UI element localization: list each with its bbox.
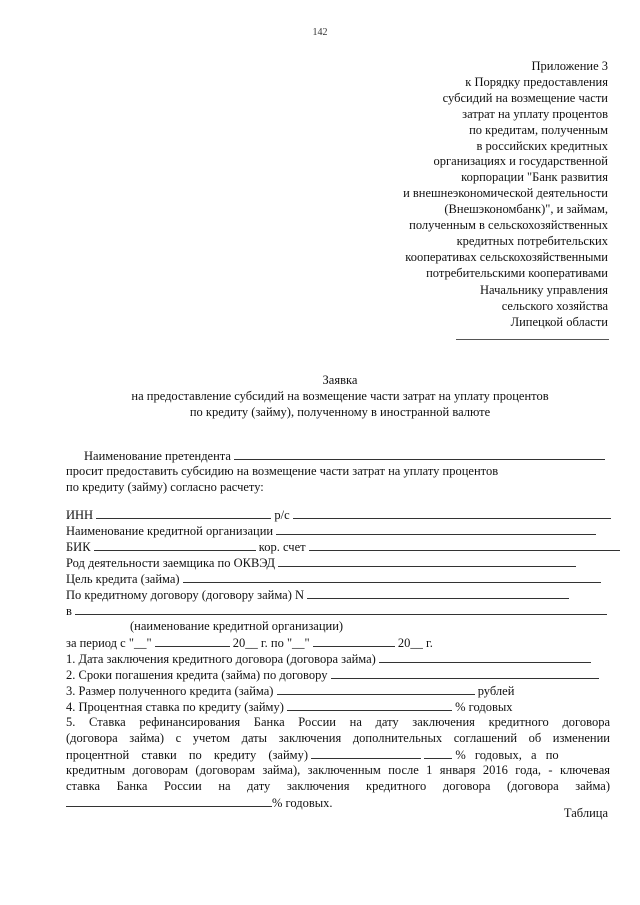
activity-label: Род деятельности заемщика по ОКВЭД (66, 556, 276, 570)
item-2-row (66, 666, 599, 682)
item-1-label: 1. Дата заключения кредитного договора (договора займа) (66, 652, 376, 666)
key-rate-field[interactable] (66, 794, 272, 807)
item-3-label: 3. Размер полученного кредита (займа) (66, 684, 274, 698)
credit-org-row (66, 522, 596, 538)
key-rate-row (66, 794, 333, 810)
inn-field[interactable] (96, 506, 271, 519)
bik-field[interactable] (94, 538, 256, 551)
credit-org-field[interactable] (276, 522, 596, 535)
purpose-label: Цель кредита (займа) (66, 572, 180, 586)
contract-label: По кредитному договору (договору займа) N (66, 588, 305, 602)
appendix-line: кредитных потребительских (456, 233, 608, 248)
page-number: 142 (312, 27, 328, 38)
appendix-line: (Внешэкономбанк)", и займам, (444, 202, 608, 217)
rs-field[interactable] (293, 506, 611, 519)
bank-row (66, 602, 607, 618)
request-line: по кредиту (займу) согласно расчету: (66, 480, 264, 494)
contract-row (66, 586, 569, 602)
signature-line[interactable] (456, 339, 609, 340)
item-5-label: процентной ставки по кредиту (займу) (66, 748, 308, 762)
appendix-line: субсидий на возмещение части (442, 90, 608, 105)
contract-date-field[interactable] (379, 650, 591, 663)
contract-number-field[interactable] (307, 586, 569, 599)
inn-row (66, 506, 611, 522)
request-line: просит предоставить субсидию на возмещение части затрат на уплату процентов (66, 464, 499, 478)
refinancing-rate-field[interactable] (311, 746, 421, 759)
bank-name-field[interactable] (75, 602, 607, 615)
inn-label: ИНН (66, 508, 94, 522)
item-5-suffix: % годовых, а по (455, 748, 559, 762)
appendix-line: Приложение 3 (531, 59, 608, 73)
appendix-line: корпорации "Банк развития (461, 170, 608, 185)
appendix-line: затрат на уплату процентов (462, 106, 608, 121)
document-title-block (0, 372, 640, 420)
document-subtitle-line: на предоставление субсидий на возмещение части затрат на уплату процентов (131, 389, 549, 403)
item-1-row (66, 650, 591, 666)
in-label: в (66, 604, 72, 618)
appendix-line: полученным в сельскохозяйственных (409, 218, 608, 233)
item-5-line: кредитным договорам (договорам займа), заключенным после 1 января 2016 года, - ключевая (66, 763, 610, 777)
item-2-label: 2. Сроки погашения кредита (займа) по договору (66, 668, 328, 682)
period-to-label: 20__ г. по "__" (232, 636, 310, 650)
refinancing-rate-extra-field[interactable] (424, 746, 452, 759)
bik-label: БИК (66, 540, 91, 554)
item-3-suffix: рублей (477, 684, 515, 698)
item-4-label: 4. Процентная ставка по кредиту (займу) (66, 700, 284, 714)
applicant-row (84, 447, 605, 463)
purpose-row (66, 570, 601, 586)
credit-org-caption: (наименование кредитной организации) (130, 619, 344, 633)
applicant-name-field[interactable] (234, 447, 605, 460)
activity-field[interactable] (278, 554, 576, 567)
addressee-line: Липецкой области (510, 314, 608, 329)
addressee-line: сельского хозяйства (501, 298, 608, 313)
appendix-header (403, 59, 608, 282)
item-4-row (66, 698, 513, 714)
document-subtitle-line: по кредиту (займу), полученному в иностранной валюте (189, 405, 491, 419)
appendix-line: по кредитам, полученным (469, 122, 608, 137)
credit-amount-field[interactable] (277, 682, 475, 695)
appendix-line: кооперативах сельскохозяйственными (405, 249, 608, 264)
period-row (66, 634, 433, 650)
item-5-rate-row (66, 746, 610, 762)
purpose-field[interactable] (183, 570, 601, 583)
bik-row (66, 538, 620, 554)
document-title: Заявка (322, 373, 358, 387)
repayment-terms-field[interactable] (331, 666, 599, 679)
item-5-line: 5. Ставка рефинансирования Банка России на дату заключения кредитного договора (66, 715, 610, 729)
table-label: Таблица (563, 806, 608, 820)
period-from-month-field[interactable] (155, 634, 230, 647)
item-3-row (66, 682, 514, 698)
addressee-block (480, 283, 608, 331)
item-5-line: (договора займа) с учетом даты заключения дополнительных соглашений об изменении (66, 731, 610, 745)
appendix-line: и внешнеэкономической деятельности (403, 186, 608, 201)
addressee-line: Начальнику управления (480, 283, 608, 297)
appendix-line: в российских кредитных (476, 138, 608, 153)
interest-rate-field[interactable] (287, 698, 452, 711)
period-to-month-field[interactable] (313, 634, 395, 647)
kor-account-field[interactable] (309, 538, 620, 551)
appendix-line: организациях и государственной (433, 154, 608, 169)
period-from-label: за период с "__" (66, 636, 152, 650)
rs-label: р/с (274, 508, 290, 522)
appendix-line: к Порядку предоставления (465, 74, 608, 89)
credit-org-label: Наименование кредитной организации (66, 524, 274, 538)
kor-account-label: кор. счет (258, 540, 306, 554)
appendix-line: потребительскими кооперативами (426, 265, 608, 280)
activity-row (66, 554, 576, 570)
key-rate-suffix: % годовых. (272, 796, 333, 810)
applicant-name-label: Наименование претендента (84, 449, 231, 463)
period-year-label: 20__ г. (397, 636, 433, 650)
item-4-suffix: % годовых (455, 700, 513, 714)
item-5-line: ставка Банка России на дату заключения кредитного договора (договора займа) (66, 779, 610, 793)
